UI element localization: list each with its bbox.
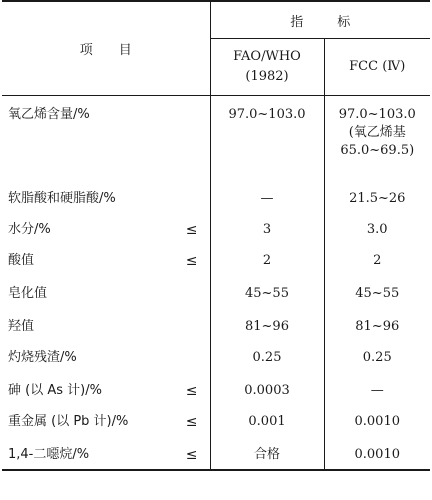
row-item-name-cell: [2, 372, 210, 403]
row-item-name: 软脂酸和硬脂酸/%: [8, 190, 116, 206]
row-fao-who-value: 0.25: [252, 349, 282, 365]
row-item-name-cell: [2, 96, 210, 180]
row-item-name-cell: [2, 339, 210, 372]
row-fao-who-value-cell: [210, 211, 324, 242]
row-fao-who-value-cell: [210, 180, 324, 211]
row-fao-who-value-cell: [210, 275, 324, 308]
row-item-name: 水分/%: [8, 221, 51, 237]
row-fcc-value: 0.0010: [354, 413, 400, 429]
row-item-name: 酸值: [8, 252, 35, 268]
row-item-name-cell: [2, 436, 210, 470]
row-fao-who-value: 合格: [253, 446, 280, 462]
header-fao-who-line-2: (1982): [245, 69, 289, 84]
header-fao-who-line-1: FAO/WHO: [233, 49, 301, 64]
row-comparator: ≤: [185, 221, 198, 238]
row-fcc-value-cell: [324, 242, 430, 275]
row-fcc-value-cell: [324, 339, 430, 372]
row-item-name-cell: [2, 308, 210, 339]
row-fcc-value-cell: [324, 275, 430, 308]
header-row-top: [2, 1, 430, 39]
row-fao-who-value-cell: [210, 372, 324, 403]
row-fao-who-value-cell: [210, 403, 324, 436]
row-item-name: 羟值: [8, 318, 35, 334]
row-fcc-value: 45~55: [355, 285, 400, 301]
row-fao-who-value: 3: [262, 221, 272, 237]
row-fcc-value: 2: [373, 252, 382, 268]
row-item-name-cell: [2, 275, 210, 308]
row-fao-who-value: 81~96: [245, 318, 289, 334]
row-item-name-cell: [2, 403, 210, 436]
row-fcc-value-cell: [324, 96, 430, 180]
row-item-name-cell: [2, 180, 210, 211]
table-row: [2, 436, 430, 470]
header-fcc: FCC (Ⅳ): [324, 39, 430, 96]
row-fcc-value: —: [370, 382, 384, 398]
header-item: 项目: [2, 1, 210, 96]
row-fao-who-value-cell: [210, 308, 324, 339]
row-item-name: 皂化值: [8, 285, 48, 301]
row-item-name-cell: [2, 211, 210, 242]
row-fcc-value-cell: [324, 308, 430, 339]
row-fao-who-value: 45~55: [245, 285, 289, 301]
row-comparator: ≤: [185, 382, 198, 399]
row-item-name-cell: [2, 242, 210, 275]
row-fcc-value-cell: [324, 180, 430, 211]
table-row: [2, 308, 430, 339]
row-fcc-value: 0.25: [362, 349, 392, 365]
row-fao-who-value: —: [260, 190, 274, 206]
row-comparator: ≤: [185, 446, 198, 463]
row-fao-who-value: 2: [262, 252, 272, 268]
row-fcc-value: 0.0010: [354, 446, 400, 462]
table-row: [2, 403, 430, 436]
row-fcc-value: 65.0~69.5): [340, 143, 415, 158]
row-fcc-value-cell: [324, 436, 430, 470]
header-fao-who: [210, 39, 324, 96]
row-item-name: 1,4-二噁烷/%: [8, 446, 90, 462]
row-fcc-value: 97.0~103.0: [338, 107, 416, 122]
row-comparator: ≤: [185, 252, 198, 269]
row-item-name: 氧乙烯含量/%: [8, 107, 90, 122]
row-fcc-value: (氧乙烯基: [348, 125, 406, 140]
table-row: [2, 339, 430, 372]
row-fao-who-value-cell: [210, 242, 324, 275]
row-item-name: 砷 (以 As 计)/%: [8, 382, 102, 398]
row-fao-who-value: 0.0003: [244, 382, 290, 398]
row-fao-who-value-cell: [210, 436, 324, 470]
table-row: [2, 372, 430, 403]
row-fao-who-value-cell: [210, 96, 324, 180]
table-row: [2, 180, 430, 211]
row-fao-who-value-cell: [210, 339, 324, 372]
row-fcc-value: 3.0: [366, 221, 388, 237]
row-item-name: 重金属 (以 Pb 计)/%: [8, 413, 129, 429]
table-row: [2, 211, 430, 242]
row-fcc-value: 81~96: [355, 318, 400, 334]
row-fao-who-value: 97.0~103.0: [228, 107, 306, 122]
row-comparator: ≤: [185, 413, 198, 430]
row-fcc-value-cell: [324, 403, 430, 436]
table-row: [2, 275, 430, 308]
row-fao-who-value: 0.001: [248, 413, 286, 429]
table-row: [2, 242, 430, 275]
row-fcc-value-cell: [324, 372, 430, 403]
row-fcc-value: 21.5~26: [349, 190, 406, 206]
header-indicator-group: 指标: [210, 1, 430, 39]
row-fcc-value-cell: [324, 211, 430, 242]
row-item-name: 灼烧残渣/%: [8, 349, 77, 365]
specification-table: [2, 0, 430, 471]
table-row: [2, 96, 430, 180]
